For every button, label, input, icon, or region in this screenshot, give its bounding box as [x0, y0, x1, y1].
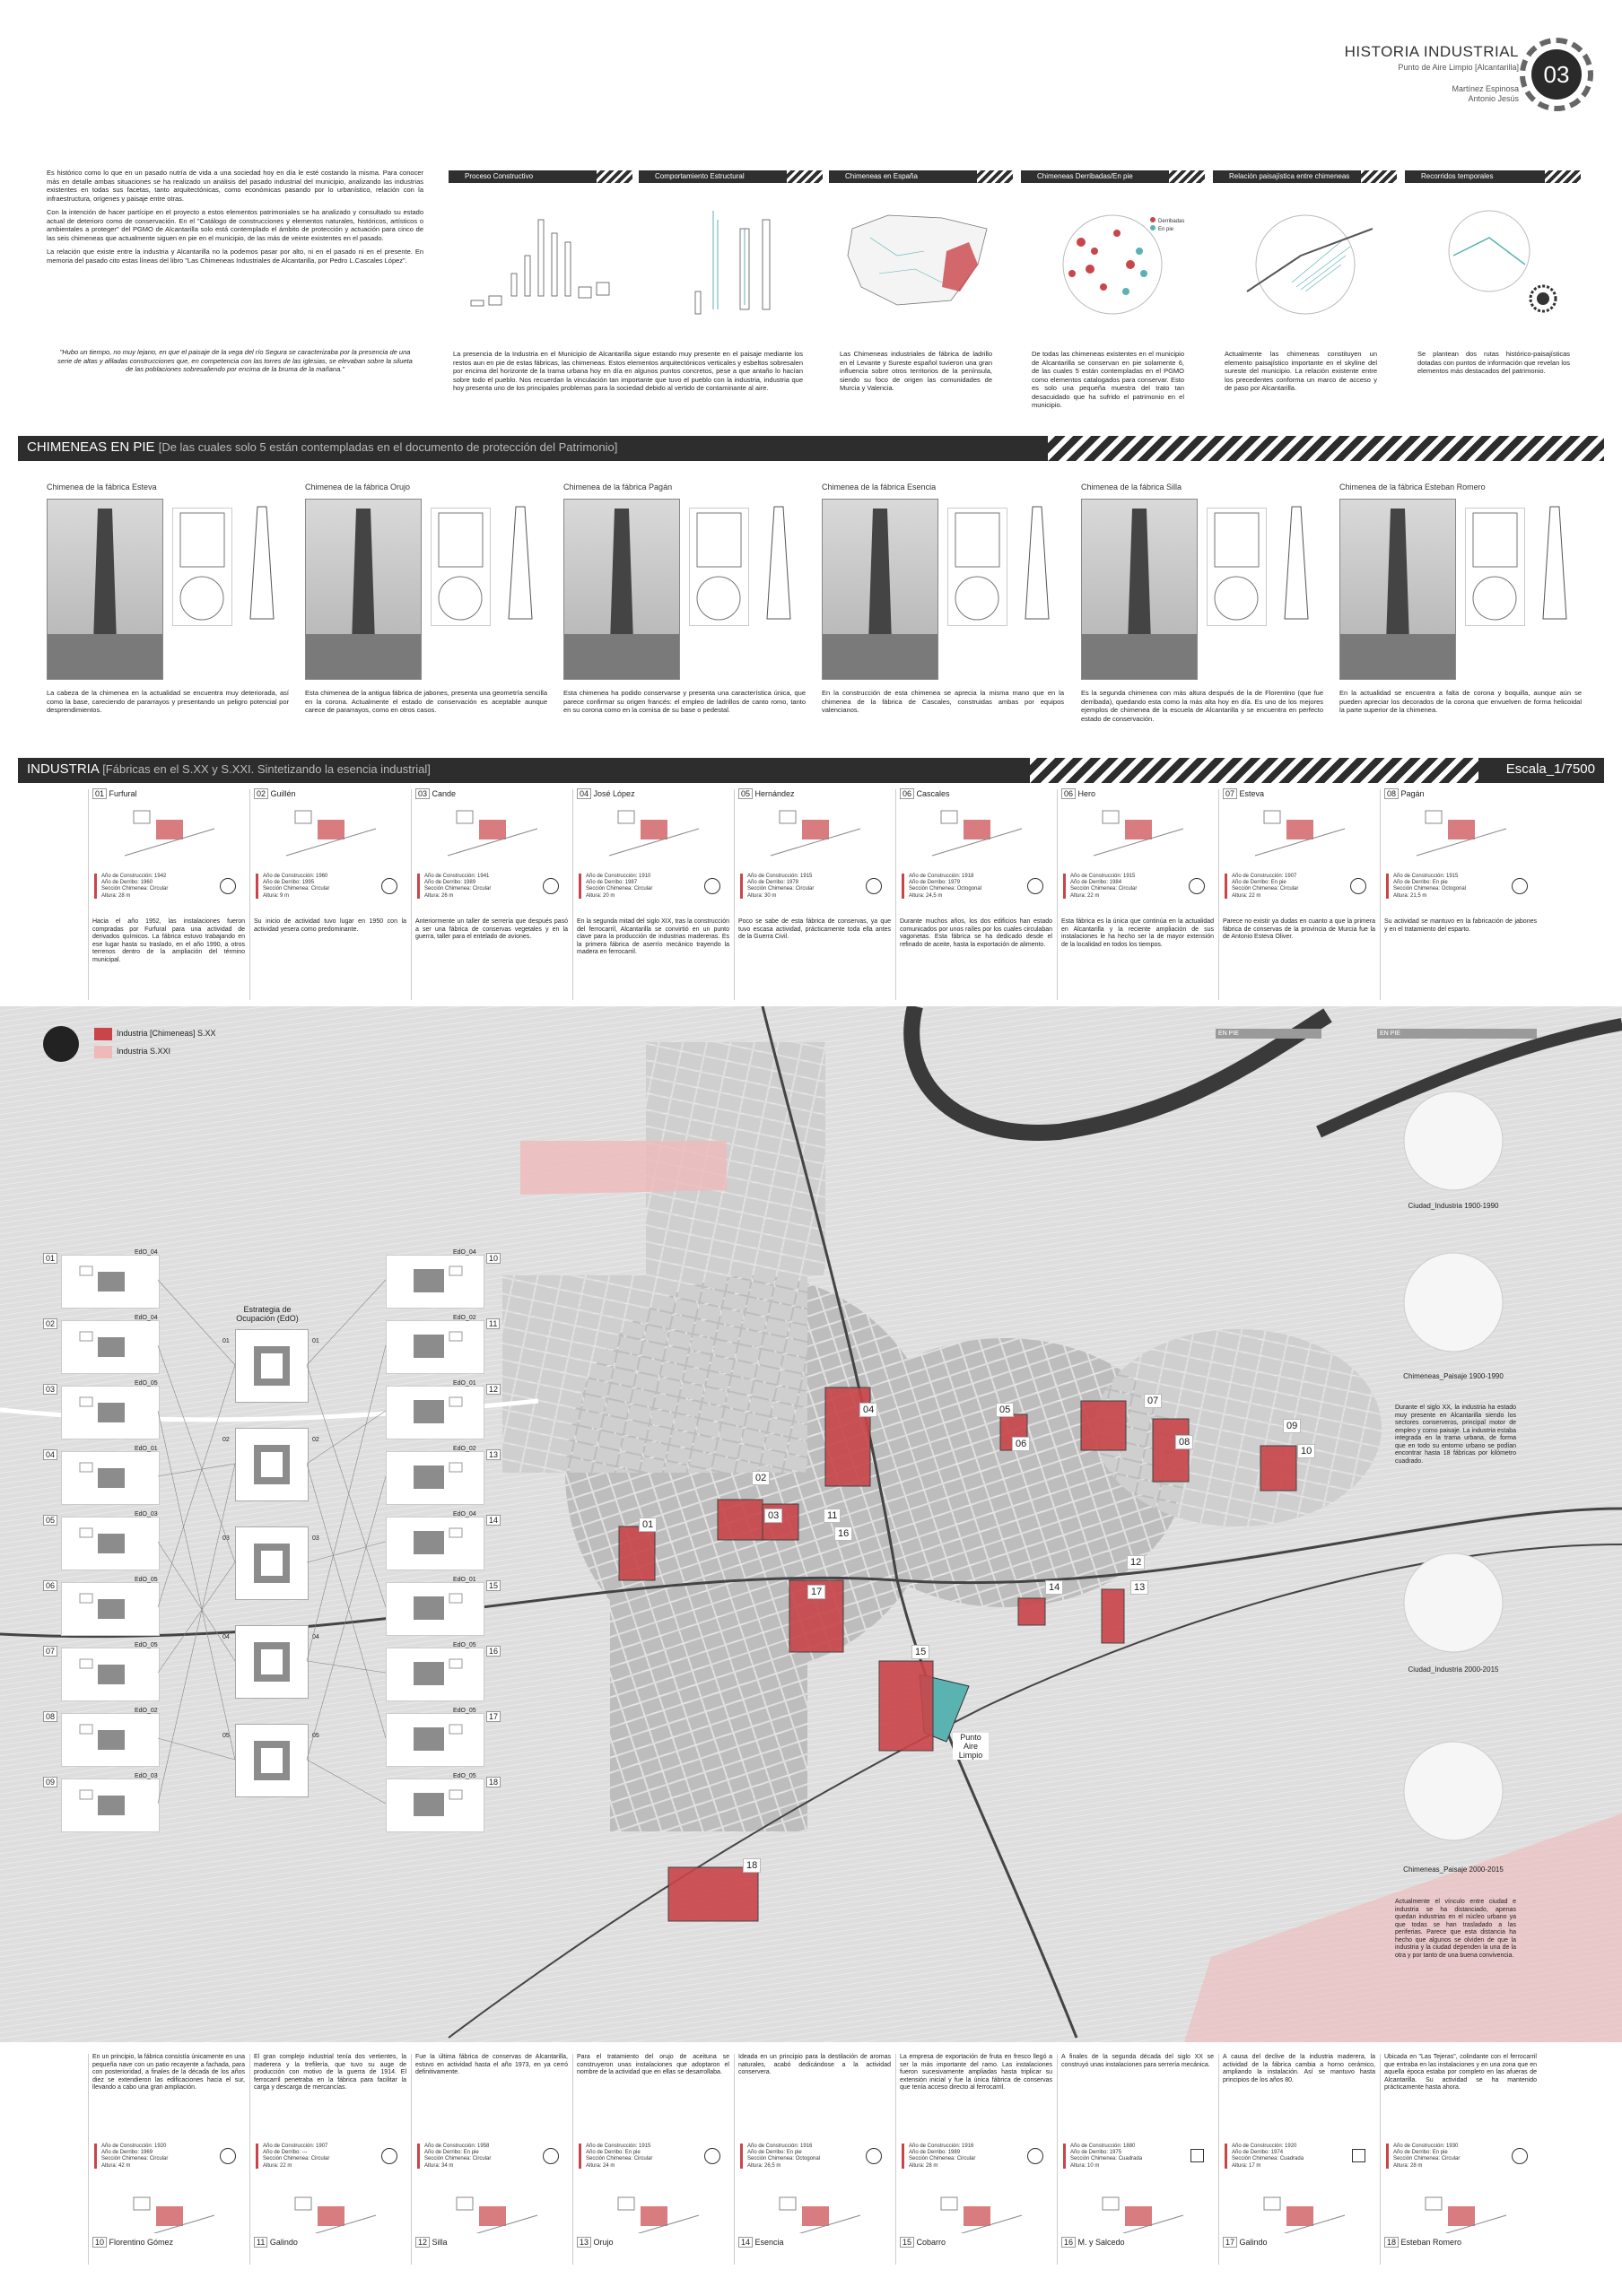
edo-number: 18 [486, 1777, 501, 1787]
height-bar [1386, 2144, 1389, 2169]
text-derribadas: De todas las chimeneas existentes en el municipio de Alcantarilla se conservan en pie solamente 6, de las cuales 5 están contempladas en el PGMO como elementos catalogados para conservar. Esto es solo una pequeña muestra del trato tan desacuidado que ha sufrido el patrimonio en el municipio. [1032, 350, 1184, 409]
chimenea-title: Chimenea de la fábrica Esteva [47, 483, 157, 491]
circle-section-icon [1027, 878, 1043, 894]
chimenea-title: Chimenea de la fábrica Esencia [822, 483, 937, 491]
industry-plan-thumbnail [762, 802, 869, 869]
bar-proceso: Proceso Constructivo [449, 170, 632, 183]
edo-thumbnail [386, 1648, 484, 1701]
industry-marker: 04 [859, 1403, 877, 1417]
industry-marker: 14 [1045, 1580, 1063, 1595]
edo-number: 04 [43, 1449, 57, 1460]
chimenea-photo [563, 499, 680, 680]
construction-diagram [453, 193, 632, 318]
height-bar [1063, 2144, 1066, 2169]
industry-description: A finales de la segunda década del siglo XX se construyó unas instalaciones para serrería mecánica. [1061, 2054, 1214, 2068]
edo-number: 03 [43, 1384, 57, 1395]
paisaje-2000-label: Chimeneas_Paisaje 2000-2015 [1403, 1866, 1504, 1874]
bar-paisaje: Relación paisajística entre chimeneas [1213, 170, 1397, 183]
industry-marker: 09 [1283, 1419, 1301, 1433]
chimenea-detail-drawing [1207, 508, 1267, 626]
height-bar [94, 2144, 97, 2169]
industry-number: 07 Esteva [1223, 789, 1264, 798]
industry-plan-thumbnail [600, 802, 708, 869]
industry-data: Año de Construcción: 1920 Año de Derribo: 1974 Sección Chimenea: Cuadrada Altura: 17 m [1232, 2144, 1304, 2169]
edo-code: EdO_01 [135, 1446, 158, 1452]
edo-code: EdO_02 [453, 1315, 476, 1321]
edo-number: 13 [486, 1449, 501, 1460]
industry-card [572, 2054, 734, 2265]
edo-code: EdO_01 [453, 1577, 476, 1583]
industry-description: Fue la última fábrica de conservas de Alcantarilla, estuvo en actividad hasta el año 1973, en ya cerró definitivamente. [415, 2054, 568, 2076]
edo-number: 16 [486, 1646, 501, 1657]
height-bar [579, 874, 581, 899]
industry-plan-thumbnail [1246, 2188, 1354, 2233]
chimenea-detail-drawing [1465, 508, 1525, 626]
industry-card [88, 789, 249, 1000]
strategy-number: 05 [312, 1733, 319, 1739]
industry-marker: 17 [807, 1585, 825, 1599]
industry-number: 10 Florentino Gómez [92, 2238, 173, 2247]
punto-aire-limpio-label: Punto Aire Limpio [953, 1733, 989, 1760]
paisaje-diagram [1220, 202, 1400, 318]
edo-code: EdO_04 [453, 1249, 476, 1256]
circle-section-icon [220, 2148, 236, 2164]
industry-data: Año de Construcción: 1941 Año de Derribo: 1989 Sección Chimenea: Circular Altura: 26 m [424, 874, 492, 899]
circle-section-icon [543, 2148, 559, 2164]
industry-plan-thumbnail [600, 2188, 708, 2233]
structural-diagram [646, 193, 825, 318]
square-section-icon [1190, 2149, 1204, 2162]
chimenea-photo [1339, 499, 1456, 680]
strategy-number: 02 [222, 1437, 230, 1443]
chimenea-elevation-drawing [1015, 502, 1060, 623]
chimenea-description: Es la segunda chimenea con más altura después de la de Florentino (que fue derribada), quedando esta como la más alta hoy en día. Es uno de los mejores ejemplos de chimenea de la escuela de Alcantarilla y se encuentra en perfecto estado de conservación. [1081, 689, 1323, 723]
industry-data: Año de Construcción: 1907 Año de Derribo: --- Sección Chimenea: Circular Altura: 22 m [263, 2144, 330, 2169]
chimenea-photo [305, 499, 422, 680]
industry-marker: 18 [743, 1858, 761, 1873]
author: Martínez Espinosa Antonio Jesús [1452, 84, 1519, 103]
industry-description: El gran complejo industrial tenía dos vertientes, la maderera y la trefilería, que tuvo su auge de producción con motivo de la guerra de 1914. El ferrocarril penetraba en la fábrica para facilitar la carga y descarga de mercancías. [254, 2054, 406, 2092]
spain-map [834, 202, 1014, 318]
city-map [0, 1006, 1622, 2042]
industry-data: Año de Construcción: 1915 Año de Derribo: En pie Sección Chimenea: Octogonal Altura: 21,5 m [1393, 874, 1467, 899]
edo-code: EdO_05 [135, 1642, 158, 1648]
industry-description: A causa del declive de la industria maderera, la actividad de la fábrica cambia a horno cerámico, ampliando la instalación. Así se mantuvo hasta principios de los años 80. [1223, 2054, 1375, 2083]
industry-number: 16 M. y Salcedo [1061, 2238, 1125, 2247]
industry-data: Año de Construcción: 1942 Año de Derribo: 1960 Sección Chimenea: Circular Altura: 28 m [101, 874, 169, 899]
industry-marker: 08 [1175, 1435, 1193, 1449]
industry-number: 17 Galindo [1223, 2238, 1268, 2247]
height-bar [417, 874, 420, 899]
edo-number: 01 [43, 1253, 57, 1264]
edo-number: 15 [486, 1580, 501, 1591]
text-industria-presencia: La presencia de la Industria en el Municipio de Alcantarilla sigue estando muy presente en el paisaje mediante los restos aun en pie de estas fábricas, las chimeneas. Estos elementos arquitectónicos verticales y esbeltos sobresalen por encima del horizonte de la trama urbana hoy en día en algunos puntos concretos, pese a que antaño lo hacían sobre todo el pueblo. Nos recuerdan la vinculación tan importante que tuvo el pueblo con la industria, industria que hoy presenta uno de los principales problemas para la sociedad debido al vertido de contaminante al aire. [453, 350, 803, 392]
industry-number: 08 Pagán [1384, 789, 1425, 798]
edo-number: 02 [43, 1318, 57, 1329]
industry-card [1380, 789, 1541, 1000]
height-bar [902, 874, 904, 899]
chimenea-description: Esta chimenea ha podido conservarse y presenta una característica única, que parece confirmar su origen francés: el empleo de ladrillos de canto romo, tanto en su corona como en la cornisa de su base o pedestal. [563, 689, 806, 714]
edo-code: EdO_05 [453, 1773, 476, 1779]
strategy-number: 04 [312, 1634, 319, 1640]
height-bar [740, 874, 743, 899]
chimenea-detail-drawing [431, 508, 491, 626]
chimenea-elevation-drawing [240, 502, 284, 623]
industry-plan-thumbnail [1085, 2188, 1192, 2233]
industry-number: 01 Furfural [92, 789, 137, 798]
edo-code: EdO_03 [135, 1511, 158, 1518]
edo-code: EdO_04 [135, 1249, 158, 1256]
edo-thumbnail [386, 1713, 484, 1767]
svg-text:En pie: En pie [1158, 227, 1174, 232]
bar-derribadas: Chimeneas Derribadas/En pie [1021, 170, 1205, 183]
industry-plan-thumbnail [1408, 2188, 1515, 2233]
edo-number: 06 [43, 1580, 57, 1591]
industry-marker: 16 [834, 1526, 852, 1541]
industry-card [572, 789, 734, 1000]
industry-description: En un principio, la fábrica consistía únicamente en una pequeña nave con un patio recayente a fachada, para con posterioridad, a finales de la década de los años diez se extendieron las edificaciones hacia el sur, llevando a cabo una gran ampliación. [92, 2054, 245, 2092]
chimenea-title: Chimenea de la fábrica Pagán [563, 483, 673, 491]
chimenea-elevation-drawing [1274, 502, 1319, 623]
industry-plan-thumbnail [923, 802, 1031, 869]
industry-number: 11 Galindo [254, 2238, 298, 2247]
ciudad-1900-label: Ciudad_Industria 1900-1990 [1408, 1202, 1499, 1210]
circle-section-icon [220, 878, 236, 894]
legend-label-1: Industria [Chimeneas] S.XX [117, 1029, 216, 1038]
industry-number: 05 Hernández [738, 789, 795, 798]
circle-section-icon [381, 878, 397, 894]
industry-data: Año de Construcción: 1918 Año de Derribo: 1979 Sección Chimenea: Octogonal Altura: 24,5 m [909, 874, 982, 899]
edo-number: 11 [486, 1318, 500, 1329]
edo-number: 07 [43, 1646, 57, 1657]
circle-section-icon [381, 2148, 397, 2164]
industry-number: 14 Esencia [738, 2238, 784, 2247]
circle-section-icon [866, 878, 882, 894]
height-bar [1386, 874, 1389, 899]
edo-number: 09 [43, 1777, 57, 1787]
paisaje-2000-text: Actualmente el vínculo entre ciudad e industria se ha distanciado, apenas quedan industrias en el núcleo urbano ya que todas se han trasladado a las periferias. Parece que esta distancia ha hecho que algunos se olviden de que la industria y la ciudad dependen la una de la otra y por tanto de una buena convivencia. [1395, 1899, 1516, 1959]
industry-data: Año de Construcción: 1915 Año de Derribo: En pie Sección Chimenea: Circular Altura: 24 m [586, 2144, 653, 2169]
industry-card [249, 2054, 411, 2265]
industry-description: En la segunda mitad del siglo XIX, tras la construcción del ferrocarril, Alcantarilla se convirtió en un punto clave para la producción de industrias madereras. Es la primera fábrica de aserrío mecánico trayendo la madera en ferrocarril. [577, 918, 729, 956]
edo-thumbnail [386, 1779, 484, 1832]
industry-card [1218, 2054, 1380, 2265]
industry-card [1380, 2054, 1541, 2265]
circle-section-icon [704, 2148, 720, 2164]
height-bar [94, 874, 97, 899]
edo-thumbnail [386, 1386, 484, 1439]
bar-recorridos: Recorridos temporales [1405, 170, 1581, 183]
industry-marker: 10 [1297, 1444, 1315, 1458]
chimenea-description: En la construcción de esta chimenea se aprecia la misma mano que en la chimenea de la fábrica de Cascales, construidas ambas por equipos valencianos. [822, 689, 1064, 714]
edo-number: 10 [486, 1253, 501, 1264]
circle-section-icon [543, 878, 559, 894]
industry-card [411, 789, 572, 1000]
industry-description: Su actividad se mantuvo en la fabricación de jabones y en el tratamiento del esparto. [1384, 918, 1537, 933]
text-recorridos: Se plantean dos rutas histórico-paisajísticas dotadas con puntos de información que revelan los elementos más destacados del patrimonio. [1417, 350, 1570, 375]
industry-number: 13 Orujo [577, 2238, 614, 2247]
en-pie-tag: EN PIE [1377, 1029, 1537, 1039]
height-bar [1225, 2144, 1227, 2169]
chimenea-title: Chimenea de la fábrica Esteban Romero [1339, 483, 1486, 491]
height-bar [740, 2144, 743, 2169]
industry-description: Ubicada en "Las Tejeras", colindante con el ferrocarril que entraba en las instalaciones y en una zona que en aquella época estaba por completo en las afueras de Alcantarilla. Su actividad se ha mantenido prácticamente hasta ahora. [1384, 2054, 1537, 2092]
industry-number: 04 José López [577, 789, 635, 798]
industry-data: Año de Construcción: 1916 Año de Derribo: 1989 Sección Chimenea: Circular Altura: 28 m [909, 2144, 976, 2169]
industry-plan-thumbnail [923, 2188, 1031, 2233]
industry-card [734, 789, 895, 1000]
recorridos-diagram [1408, 202, 1579, 318]
industry-plan-thumbnail [116, 802, 223, 869]
strategy-number: 01 [312, 1338, 319, 1344]
circle-section-icon [1512, 878, 1528, 894]
chimenea-photo [1081, 499, 1198, 680]
chimenea-detail-drawing [172, 508, 232, 626]
industry-description: Durante muchos años, los dos edificios han estado comunicados por unos raíles por los cuales circulaban vagonetas. Esta fábrica se ha dedicado desde el refinado de aceite, hasta la exportación de alimento. [900, 918, 1052, 948]
page-title: HISTORIA INDUSTRIAL [1344, 43, 1519, 60]
legend-label-2: Industria S.XXI [117, 1047, 171, 1056]
chimenea-elevation-drawing [1532, 502, 1577, 623]
industry-card [1057, 789, 1218, 1000]
circle-section-icon [704, 878, 720, 894]
edo-number: 17 [486, 1711, 501, 1722]
height-bar [1063, 874, 1066, 899]
quote: "Hubo un tiempo, no muy lejano, en que el paisaje de la vega del río Segura se caracterizaba por la presencia de una serie de altas y afiladas construcciones que, en competencia con las torres de las iglesias, se elevaban sobre la silueta de las poblaciones sobresaliendo por encima de la bruma de la mañana." [57, 348, 413, 373]
strategy-number: 02 [312, 1437, 319, 1443]
chimenea-detail-drawing [947, 508, 1007, 626]
industry-number: 12 Silla [415, 2238, 448, 2247]
industry-marker: 13 [1130, 1580, 1148, 1595]
circle-section-icon [866, 2148, 882, 2164]
industry-description: Para el tratamiento del orujo de aceituna se construyeron unas instalaciones que adoptaron el nombre de la actividad que en ellas se desarrollaba. [577, 2054, 729, 2076]
industry-data: Año de Construcción: 1880 Año de Derribo: 1975 Sección Chimenea: Cuadrada Altura: 10 m [1070, 2144, 1143, 2169]
circle-section-icon [1350, 878, 1366, 894]
industry-marker: 03 [764, 1509, 782, 1523]
edo-code: EdO_04 [453, 1511, 476, 1518]
industry-card [734, 2054, 895, 2265]
height-bar [1225, 874, 1227, 899]
edo-code: EdO_01 [453, 1380, 476, 1387]
chimenea-elevation-drawing [756, 502, 801, 623]
edo-code: EdO_05 [453, 1708, 476, 1714]
circle-section-icon [1512, 2148, 1528, 2164]
industry-plan-thumbnail [277, 2188, 385, 2233]
industry-marker: 01 [639, 1518, 657, 1532]
industry-description: Parece no existir ya dudas en cuanto a que la primera fábrica de conservas de la provincia de Murcia fue la de Antonio Esteva Oliver. [1223, 918, 1375, 941]
height-bar [256, 2144, 258, 2169]
edo-code: EdO_02 [135, 1708, 158, 1714]
chimeneas-header: CHIMENEAS EN PIE [De las cuales solo 5 están contempladas en el documento de protección del Patrimonio] [18, 436, 1604, 461]
industry-data: Año de Construcción: 1958 Año de Derribo: En pie Sección Chimenea: Circular Altura: 34 m [424, 2144, 492, 2169]
chimenea-description: En la actualidad se encuentra a falta de corona y boquilla, aunque aún se pueden apreciar los decorados de la corona que envuelven de forma helicoidal la parte superior de la chimenea. [1339, 689, 1582, 714]
industry-data: Año de Construcción: 1915 Año de Derribo: 1978 Sección Chimenea: Circular Altura: 30 m [747, 874, 815, 899]
chimenea-description: Esta chimenea de la antigua fábrica de jabones, presenta una geometría sencilla en la corona. Actualmente el estado de conservación es aceptable aunque carece de pararrayos, como en otros casos. [305, 689, 547, 714]
industry-description: Hacia el año 1952, las instalaciones fueron compradas por Furfural para una actividad de derivados químicos. La fábrica estuvo trabajando en ese lugar hasta su traslado, en el año 1990, a otros terrenos dentro de la ampliación del término municipal. [92, 918, 245, 963]
industry-marker: 11 [824, 1509, 841, 1523]
industry-card [1218, 789, 1380, 1000]
sheet-number: 03 [1531, 49, 1582, 100]
text-paisaje: Actualmente las chimeneas constituyen un elemento paisajístico importante en el skyline del sureste del municipio. La relación existente entre los precedentes conforma un marco de acceso y de paso por Alcantarilla. [1225, 350, 1377, 392]
industry-marker: 05 [996, 1403, 1014, 1417]
industria-header: INDUSTRIA [Fábricas en el S.XX y S.XXI. Sintetizando la esencia industrial] Escala_1/7500 [18, 758, 1604, 783]
en-pie-tag: EN PIE [1216, 1029, 1321, 1039]
industry-number: 02 Guillén [254, 789, 296, 798]
circle-section-icon [1189, 878, 1205, 894]
industry-description: La empresa de exportación de fruta en fresco llegó a ser la más importante del ramo. Las instalaciones fueron sucesivamente ampliadas hasta triplicar su extensión inicial y fue la única fábrica de conservas que tenía acceso directo al ferrocarril. [900, 2054, 1052, 2092]
industry-description: Su inicio de actividad tuvo lugar en 1950 con la actividad yesera como predominante. [254, 918, 406, 933]
edo-code: EdO_02 [453, 1446, 476, 1452]
chimenea-photo [822, 499, 938, 680]
height-bar [417, 2144, 420, 2169]
scale-label: Escala_1/7500 [1505, 761, 1595, 777]
bar-comportamiento: Comportamiento Estructural [639, 170, 823, 183]
industry-data: Año de Construcción: 1915 Año de Derribo: 1984 Sección Chimenea: Circular Altura: 22 m [1070, 874, 1138, 899]
strategy-number: 05 [222, 1733, 230, 1739]
industry-card [411, 2054, 572, 2265]
edo-number: 12 [486, 1384, 501, 1395]
industry-card [249, 789, 411, 1000]
industry-number: 03 Cande [415, 789, 456, 798]
page-subtitle: Punto de Aire Limpio [Alcantarilla] [1398, 63, 1519, 72]
chimenea-elevation-drawing [498, 502, 543, 623]
industry-plan-thumbnail [439, 802, 546, 869]
industry-description: Esta fábrica es la única que continúa en la actualidad en Alcantarilla y la reciente ampliación de sus instalaciones le ha hecho ser la de mayor extensión de la localidad en todos los tiempos. [1061, 918, 1214, 948]
height-bar [579, 2144, 581, 2169]
industry-card [895, 789, 1057, 1000]
text-espana: Las Chimeneas industriales de fábrica de ladrillo en el Levante y Sureste español tuvieron una gran influencia sobre otros territorios de la península, siendo su foco de origen las comunidades de Murcia y Valencia. [840, 350, 992, 392]
industry-data: Año de Construcción: 1907 Año de Derribo: En pie Sección Chimenea: Circular Altura: 22 m [1232, 874, 1299, 899]
industry-plan-thumbnail [762, 2188, 869, 2233]
industry-card [1057, 2054, 1218, 2265]
intro-text: Es histórico como lo que en un pasado nutría de vida a una sociedad hoy en día le esté costando la misma. Para conocer más en detalle ambas situaciones se ha realizado un análisis del pasado industrial del municipio, analizando las industrias existentes en todas sus facetas, tanto arquitectónicas, como económicas pasando por lo urbanístico, relación con la infraestructura, orígenes y paisaje entre otras. Con la intención de hacer partícipe en el proyecto a estos elementos patrimoniales se ha analizado y consultado su estado actual de deterioro como de conservación. En el "Catálogo de construcciones y elementos naturales, históricos, artísticos o ambientales a proteger" del PGMO de Alcantarilla solo está contemplado el ámbito de protección y actuación para cinco de las seis chimeneas que actualmente siguen en pie en el municipio, de las más de veinte existentes en el pasado. La relación que existe entre la industria y Alcantarilla no la podemos pasar por alto, ni en el pasado ni en el presente. En memoria del pasado cito estas líneas del libro "Las Chimeneas Industriales de Alcantarilla, por Pedro L.Cascales López". [47, 169, 423, 265]
chimenea-title: Chimenea de la fábrica Orujo [305, 483, 411, 491]
height-bar [256, 874, 258, 899]
edo-thumbnail [386, 1451, 484, 1505]
industry-data: Año de Construcción: 1910 Año de Derribo: 1987 Sección Chimenea: Circular Altura: 20 m [586, 874, 653, 899]
edo-code: EdO_04 [135, 1315, 158, 1321]
strategy-number: 01 [222, 1338, 230, 1344]
edo-code: EdO_05 [453, 1642, 476, 1648]
edo-code: EdO_05 [135, 1577, 158, 1583]
industry-number: 06 Cascales [900, 789, 950, 798]
edo-number: 14 [486, 1515, 501, 1526]
svg-text:Derribadas: Derribadas [1158, 219, 1185, 224]
industry-card [88, 2054, 249, 2265]
strategy-number: 03 [222, 1535, 230, 1542]
industry-marker: 06 [1012, 1437, 1030, 1451]
industry-data: Año de Construcción: 1920 Año de Derribo: 1969 Sección Chimenea: Circular Altura: 42 m [101, 2144, 169, 2169]
edo-code: EdO_03 [135, 1773, 158, 1779]
chimenea-title: Chimenea de la fábrica Silla [1081, 483, 1182, 491]
derribadas-map [1027, 202, 1207, 318]
edo-number: 08 [43, 1711, 57, 1722]
industry-plan-thumbnail [277, 802, 385, 869]
industry-plan-thumbnail [439, 2188, 546, 2233]
edo-number: 05 [43, 1515, 57, 1526]
strategy-number: 04 [222, 1634, 230, 1640]
square-section-icon [1352, 2149, 1365, 2162]
industry-plan-thumbnail [1085, 802, 1192, 869]
industry-plan-thumbnail [1246, 802, 1354, 869]
industry-data: Año de Construcción: 1960 Año de Derribo: 1995 Sección Chimenea: Circular Altura: 9 m [263, 874, 330, 899]
industry-card [895, 2054, 1057, 2265]
chimenea-detail-drawing [689, 508, 749, 626]
edo-thumbnail [386, 1320, 484, 1374]
industry-data: Año de Construcción: 1930 Año de Derribo: En pie Sección Chimenea: Circular Altura: 28 m [1393, 2144, 1461, 2169]
edo-thumbnail [386, 1255, 484, 1309]
edo-thumbnail [386, 1582, 484, 1636]
industry-data: Año de Construcción: 1916 Año de Derribo: En pie Sección Chimenea: Octogonal Altura: 26,5 m [747, 2144, 821, 2169]
industry-marker: 15 [911, 1645, 929, 1659]
title-block [1345, 43, 1519, 104]
industry-marker: 12 [1127, 1555, 1145, 1570]
edo-code: EdO_05 [135, 1380, 158, 1387]
bar-espana: Chimeneas en España [829, 170, 1013, 183]
estrategia-label: Estrategia de Ocupación (EdO) [236, 1305, 299, 1323]
industry-number: 18 Esteban Romero [1384, 2238, 1461, 2247]
paisaje-1900-text: Durante el siglo XX, la industria ha estado muy presente en Alcantarilla siendo los sectores conserveros, principal motor de empleo y como paisaje. La industria estaba integrada en la trama urbana, de forma que en todo su entorno urbano se podían encontrar hasta 18 fábricas por kilómetro cuadrado. [1395, 1405, 1516, 1465]
circle-section-icon [1027, 2148, 1043, 2164]
chimenea-description: La cabeza de la chimenea en la actualidad se encuentra muy deteriorada, así como la base, careciendo de pararrayos y presentando un peligro potencial por desprendimientos. [47, 689, 289, 714]
industry-plan-thumbnail [1408, 802, 1515, 869]
height-bar [902, 2144, 904, 2169]
industry-number: 15 Cobarro [900, 2238, 946, 2247]
strategy-number: 03 [312, 1535, 319, 1542]
industry-description: Ideada en un principio para la destilación de aromas naturales, acabó dedicándose a la actividad conservera. [738, 2054, 891, 2076]
industry-plan-thumbnail [116, 2188, 223, 2233]
industry-description: Anteriormente un taller de serrería que después pasó a ser una fábrica de conservas vegetales y en la guerra, taller para el entelado de aviones. [415, 918, 568, 941]
paisaje-1900-label: Chimeneas_Paisaje 1900-1990 [1403, 1372, 1504, 1380]
chimenea-photo [47, 499, 163, 680]
industry-marker: 02 [752, 1471, 770, 1485]
industry-number: 06 Hero [1061, 789, 1095, 798]
edo-thumbnail [386, 1517, 484, 1570]
ciudad-2000-label: Ciudad_Industria 2000-2015 [1408, 1665, 1499, 1674]
industry-marker: 07 [1144, 1394, 1162, 1408]
industry-description: Poco se sabe de esta fábrica de conservas, ya que tuvo escasa actividad, prácticamente toda ella antes de la Guerra Civil. [738, 918, 891, 941]
